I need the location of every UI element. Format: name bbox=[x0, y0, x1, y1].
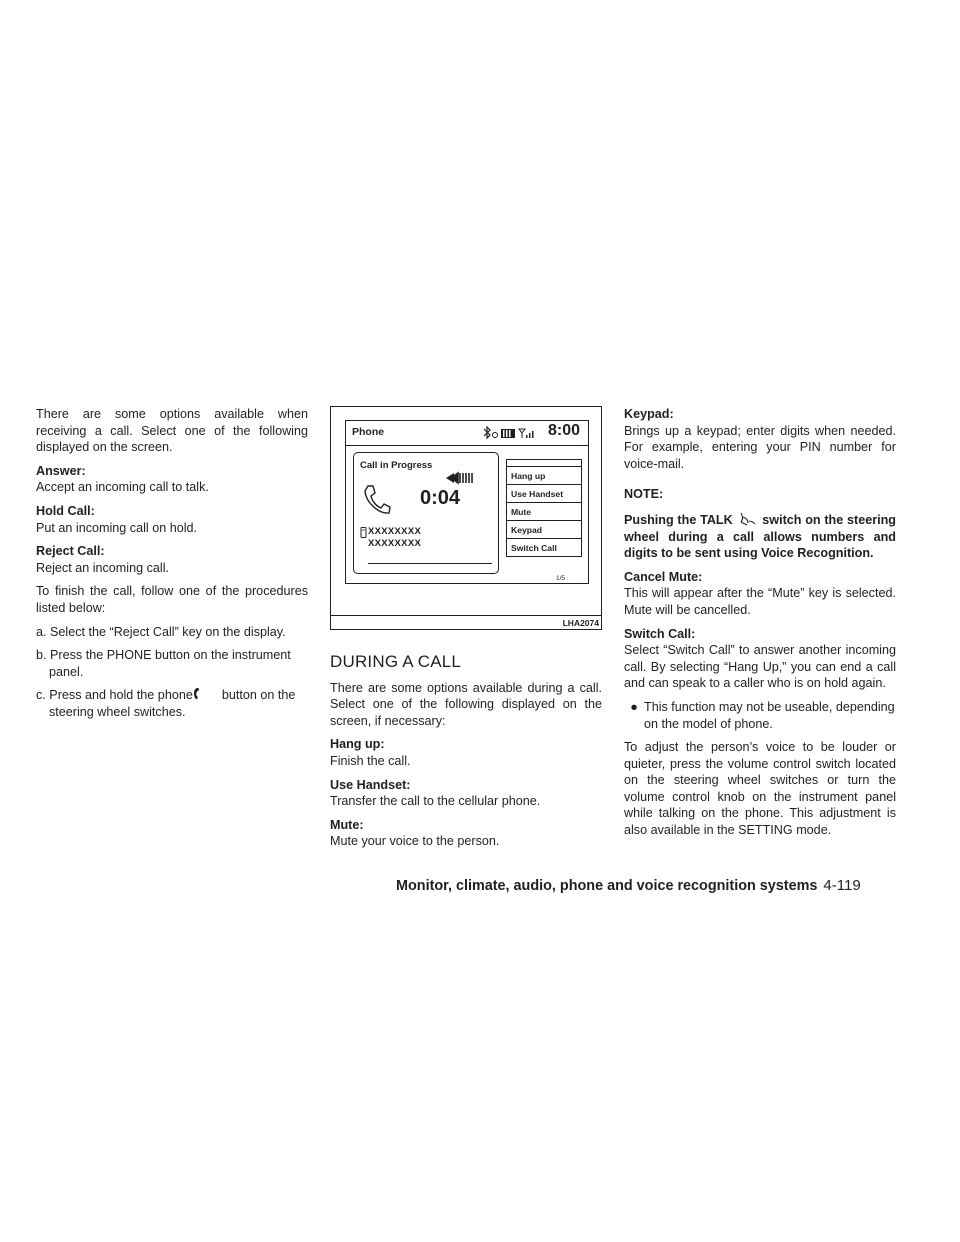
phone-screen-figure bbox=[330, 406, 602, 630]
figure-label-line bbox=[331, 615, 601, 616]
hang-up-heading: Hang up: bbox=[330, 737, 385, 752]
note-text bbox=[624, 512, 896, 562]
note-post: switch on the steering wheel during a call allows numbers and digits to be sent using Voice Recognition. bbox=[624, 512, 897, 561]
step-c bbox=[36, 687, 308, 720]
column-left bbox=[36, 406, 308, 728]
step-b: b. Press the PHONE button on the instrument panel. bbox=[36, 648, 291, 679]
page-number: 4-119 bbox=[823, 877, 861, 894]
bullet-dot: ● bbox=[630, 699, 638, 714]
footer-section: Monitor, climate, audio, phone and voice recognition systems bbox=[396, 878, 818, 894]
menu-keypad[interactable]: Keypad bbox=[506, 521, 582, 539]
menu-mute[interactable]: Mute bbox=[506, 503, 582, 521]
menu-hang-up[interactable]: Hang up bbox=[506, 467, 582, 485]
call-timer: 0:04 bbox=[420, 487, 461, 509]
figure-label: LHA2074 bbox=[562, 618, 599, 628]
section-heading: DURING A CALL bbox=[330, 652, 462, 671]
mute-text: Mute your voice to the person. bbox=[330, 834, 500, 849]
battery-icon bbox=[501, 429, 515, 438]
use-handset-text: Transfer the call to the cellular phone. bbox=[330, 794, 541, 809]
page-indicator: 1/5 bbox=[556, 575, 566, 582]
keypad-text: Brings up a keypad; enter digits when needed. For example, entering your PIN number for voice-mail. bbox=[624, 423, 896, 471]
cancel-mute-text: This will appear after the “Mute” key is selected. Mute will be cancelled. bbox=[624, 586, 896, 617]
switch-call-text: Select “Switch Call” to answer another incoming call. By selecting “Hang Up,” you can end a call and can speak to a caller who is on hold again. bbox=[624, 643, 896, 691]
call-in-progress-panel bbox=[353, 452, 499, 574]
screen-title: Phone bbox=[352, 426, 385, 438]
incoming-arrows-icon bbox=[444, 471, 488, 485]
signal-strength-icon bbox=[493, 433, 498, 438]
use-handset-heading: Use Handset: bbox=[330, 777, 411, 792]
bluetooth-icon bbox=[484, 427, 490, 438]
finish-text: To finish the call, follow one of the procedures listed below: bbox=[36, 584, 308, 615]
caller-number-2: XXXXXXXX bbox=[368, 538, 422, 549]
caller-number-1: XXXXXXXX bbox=[368, 526, 422, 537]
reject-heading: Reject Call: bbox=[36, 544, 105, 559]
intro-receiving: There are some options available when receiving a call. Select one of the following displayed on the screen. bbox=[36, 407, 308, 455]
divider bbox=[368, 563, 492, 564]
hang-up-text: Finish the call. bbox=[330, 753, 411, 768]
bullet-text: This function may not be useable, depending on the model of phone. bbox=[644, 699, 895, 731]
mute-heading: Mute: bbox=[330, 817, 364, 832]
during-call-intro: There are some options available during a call. Select one of the following displayed on the screen, if necessary: bbox=[330, 680, 602, 728]
keypad-heading: Keypad: bbox=[624, 407, 674, 421]
menu-use-handset[interactable]: Use Handset bbox=[506, 485, 582, 503]
step-c-post: button on the steering wheel switches. bbox=[49, 688, 296, 719]
procedure-list bbox=[36, 624, 308, 721]
status-icons bbox=[481, 426, 536, 440]
screen-title-bar bbox=[346, 421, 588, 446]
call-status: Call in Progress bbox=[360, 460, 433, 471]
hold-heading: Hold Call: bbox=[36, 503, 95, 518]
answer-text: Accept an incoming call to talk. bbox=[36, 480, 209, 495]
phone-screen bbox=[345, 420, 589, 584]
call-menu bbox=[506, 459, 582, 557]
mobile-phone-icon bbox=[360, 527, 367, 538]
hold-text: Put an incoming call on hold. bbox=[36, 520, 198, 535]
antenna-icon bbox=[519, 429, 534, 438]
note-pre: Pushing the TALK bbox=[624, 512, 733, 527]
talk-switch-icon bbox=[737, 512, 759, 526]
page-footer bbox=[396, 877, 920, 894]
step-a: a. Select the “Reject Call” key on the display. bbox=[36, 624, 286, 639]
handset-icon bbox=[362, 483, 392, 517]
note-heading: NOTE: bbox=[624, 487, 664, 502]
step-c-pre: c. Press and hold the phone bbox=[36, 688, 193, 703]
volume-text: To adjust the person’s voice to be louder or quieter, press the volume control switch located on the steering wheel switches or turn the volume control knob on the instrument panel while talking on the phone. This adjustment is also available in the SETTING mode. bbox=[624, 740, 896, 838]
phone-handset-icon bbox=[196, 687, 218, 701]
reject-text: Reject an incoming call. bbox=[36, 560, 169, 575]
column-middle bbox=[330, 633, 602, 857]
switch-call-heading: Switch Call: bbox=[624, 626, 696, 641]
column-right bbox=[624, 406, 896, 846]
answer-heading: Answer: bbox=[36, 463, 86, 478]
screen-clock: 8:00 bbox=[547, 422, 580, 439]
menu-spacer bbox=[506, 459, 582, 467]
bullet-item bbox=[624, 699, 896, 732]
cancel-mute-heading: Cancel Mute: bbox=[624, 569, 703, 584]
menu-switch-call[interactable]: Switch Call bbox=[506, 539, 582, 557]
